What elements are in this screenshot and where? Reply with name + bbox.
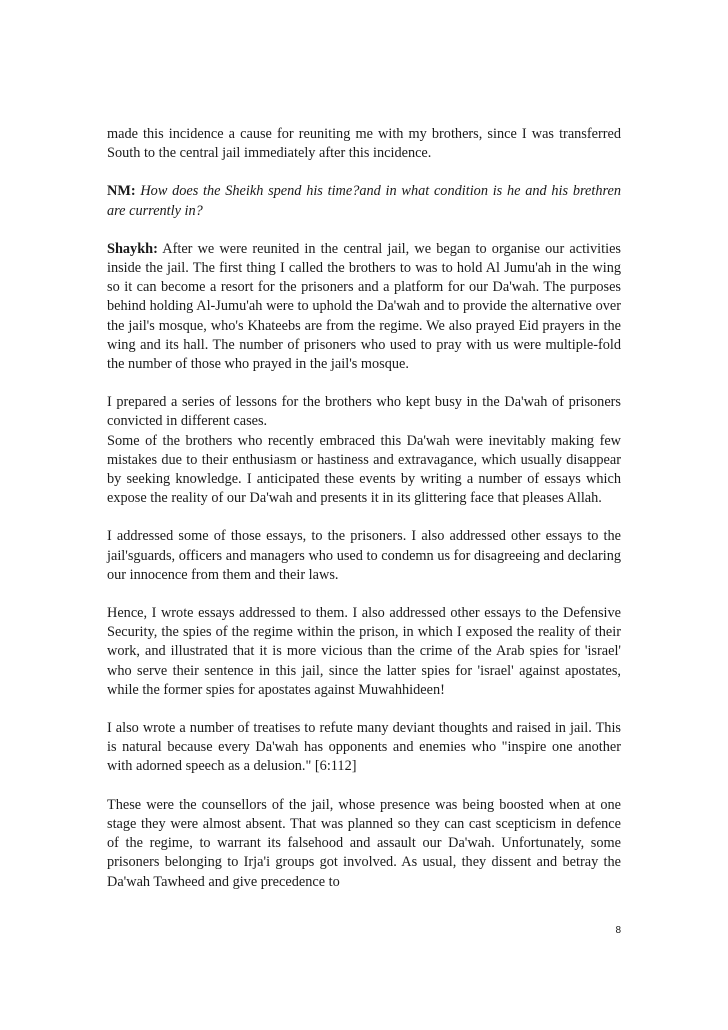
paragraph-treatises: I also wrote a number of treatises to refute many deviant thoughts and raised in jail. This is natural because every Da'wah has opponents and enemies who "inspire one another with adorned speech as a delusion." [6:112] (107, 720, 621, 775)
speaker-label-shaykh: Shaykh: (107, 240, 158, 257)
interview-answer (107, 240, 621, 374)
question-text: How does the Sheikh spend his time?and in what condition is he and his brethren are currently in? (107, 183, 622, 219)
page-number: 8 (615, 925, 621, 936)
paragraph-lessons: I prepared a series of lessons for the brothers who kept busy in the Da'wah of prisoners convicted in different cases. (107, 394, 621, 430)
paragraph-addressed-prisoners: I addressed some of those essays, to the prisoners. I also addressed other essays to the jail'sguards, officers and managers who used to condemn us for disagreeing and declaring our innocence from them and their laws. (107, 528, 621, 583)
paragraph-defensive-security: Hence, I wrote essays addressed to them. I also addressed other essays to the Defensive Security, the spies of the regime within the prison, in which I exposed the reality of their work, and illustrated that it is more vicious than the crime of the Arab spies for 'israel' who serve their sentence in this jail, since the latter spies for 'israel' against apostates, while the former spies for apostates against Muwahhideen! (107, 605, 621, 698)
paragraph-counsellors: These were the counsellors of the jail, whose presence was being boosted when at one stage they were almost absent. That was planned so they can cast scepticism in defence of the regime, to warrant its falsehood and assault our Da'wah. Unfortunately, some prisoners belonging to Irja'i groups got involved. As usual, they dissent and betray the Da'wah Tawheed and give precedence to (107, 796, 621, 890)
paragraph-continuation: made this incidence a cause for reuniting me with my brothers, since I was transferred South to the central jail immediately after this incidence. (107, 126, 621, 162)
answer-text: After we were reunited in the central jail, we began to organise our activities inside the jail. The first thing I called the brothers to was to hold Al Jumu'ah in the wing so it can become a resort for the prisoners and a platform for our Da'wah. The purposes behind holding Al-Jumu'ah were to uphold the Da'wah and to provide the alternative over the jail's mosque, who's Khateebs are from the regime. We also prayed Eid prayers in the wing and its hall. The number of prisoners who used to pray with us were multiple-fold the number of those who prayed in the jail's mosque. (107, 240, 621, 373)
document-body (107, 125, 621, 892)
speaker-label-nm: NM: (107, 183, 136, 200)
paragraph-essays: Some of the brothers who recently embraced this Da'wah were inevitably making few mistakes due to their enthusiasm or hastiness and extravagance, which usually disappear by seeking knowledge. I anticipated these events by writing a number of essays which expose the reality of our Da'wah and presents it in its glittering face that pleases Allah. (107, 432, 621, 507)
interview-question (107, 182, 621, 220)
